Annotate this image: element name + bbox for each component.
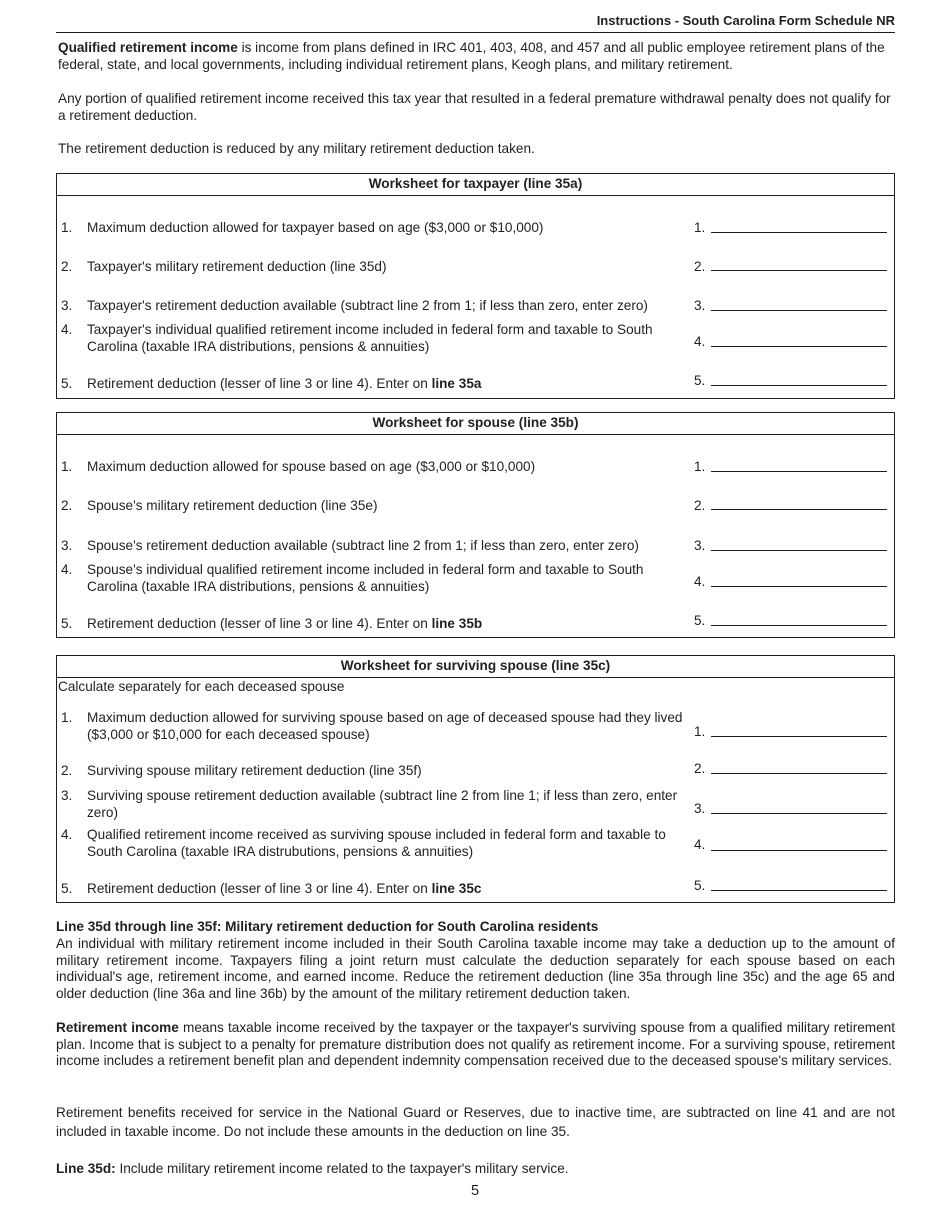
answer-label: 4. xyxy=(694,334,706,349)
worksheet-title: Worksheet for surviving spouse (line 35c) xyxy=(57,656,894,678)
row-text: Spouse's individual qualified retirement income included in federal form and taxable to South Carolina (taxable IRA distributions, pensions & annuities) xyxy=(87,562,644,594)
row-number: 3. xyxy=(61,788,73,803)
row-number: 1. xyxy=(61,459,73,474)
answer-field[interactable] xyxy=(711,586,887,587)
answer-label: 5. xyxy=(694,373,706,388)
row-text: Retirement deduction (lesser of line 3 or line 4). Enter on line 35b xyxy=(87,616,483,631)
answer-field[interactable] xyxy=(711,773,887,774)
answer-label: 1. xyxy=(694,724,706,739)
answer-label: 1. xyxy=(694,459,706,474)
answer-field[interactable] xyxy=(711,385,887,386)
worksheet-taxpayer xyxy=(56,173,895,399)
answer-label: 1. xyxy=(694,220,706,235)
answer-label: 4. xyxy=(694,837,706,852)
row-number: 4. xyxy=(61,562,73,577)
row-text: Surviving spouse military retirement deduction (line 35f) xyxy=(87,763,422,778)
answer-field[interactable] xyxy=(711,550,887,551)
row-text: Surviving spouse retirement deduction available (subtract line 2 from line 1; if less than zero, enter zero) xyxy=(87,788,678,820)
answer-label: 3. xyxy=(694,801,706,816)
row-number: 2. xyxy=(61,498,73,513)
section-heading: Line 35d through line 35f: Military retirement deduction for South Carolina residents xyxy=(56,919,599,934)
answer-label: 2. xyxy=(694,498,706,513)
row-number: 2. xyxy=(61,763,73,778)
row-text: Spouse's retirement deduction available (subtract line 2 from 1; if less than zero, enter zero) xyxy=(87,538,639,553)
answer-label: 4. xyxy=(694,574,706,589)
answer-label: 5. xyxy=(694,613,706,628)
answer-label: 2. xyxy=(694,259,706,274)
row-text: Spouse's military retirement deduction (line 35e) xyxy=(87,498,378,513)
answer-field[interactable] xyxy=(711,346,887,347)
row-text: Qualified retirement income received as surviving spouse included in federal form and taxable to South Carolina (taxable IRA distrubutions, pensions & annuities) xyxy=(87,827,666,859)
military-paragraph-4: Line 35d: Include military retirement income related to the taxpayer's military service. xyxy=(56,1161,569,1176)
answer-field[interactable] xyxy=(711,270,887,271)
answer-field[interactable] xyxy=(711,471,887,472)
row-number: 3. xyxy=(61,538,73,553)
intro-text: is income from plans defined in IRC 401, 403, 408, and 457 and all public employee retirement plans of the federal, state, and local governments, including individual retirement plans, Keogh plans, and military retirement. xyxy=(58,40,885,72)
row-text: Retirement deduction (lesser of line 3 or line 4). Enter on line 35c xyxy=(87,881,482,896)
row-number: 2. xyxy=(61,259,73,274)
military-paragraph-1: An individual with military retirement income included in their South Carolina taxable income may take a deduction up to the amount of military retirement income. Taxpayers filing a joint return must calculate the deduction separately for each spouse based on each individual's age, retirement income, and earned income. Reduce the retirement deduction (line 35a through line 35c) and the age 65 and older deduction (line 36a and line 36b) by the amount of the military retirement deduction taken. xyxy=(56,936,895,1001)
answer-field[interactable] xyxy=(711,890,887,891)
worksheet-title: Worksheet for taxpayer (line 35a) xyxy=(57,174,894,196)
row-text: Maximum deduction allowed for taxpayer based on age ($3,000 or $10,000) xyxy=(87,220,544,235)
answer-label: 5. xyxy=(694,878,706,893)
intro-paragraph-2: Any portion of qualified retirement income received this tax year that resulted in a federal premature withdrawal penalty does not qualify for a retirement deduction. xyxy=(58,91,891,123)
worksheet-surviving-spouse xyxy=(56,655,895,903)
row-text: Taxpayer's military retirement deduction (line 35d) xyxy=(87,259,387,274)
term: Line 35d: xyxy=(56,1161,116,1176)
intro-paragraph-1 xyxy=(58,40,894,73)
row-number: 5. xyxy=(61,881,73,896)
answer-field[interactable] xyxy=(711,625,887,626)
worksheet-title: Worksheet for spouse (line 35b) xyxy=(57,413,894,435)
row-text: Maximum deduction allowed for spouse based on age ($3,000 or $10,000) xyxy=(87,459,536,474)
row-number: 4. xyxy=(61,827,73,842)
answer-label: 3. xyxy=(694,298,706,313)
row-number: 3. xyxy=(61,298,73,313)
answer-field[interactable] xyxy=(711,310,887,311)
answer-label: 2. xyxy=(694,761,706,776)
page-number: 5 xyxy=(470,1183,480,1199)
row-number: 4. xyxy=(61,322,73,337)
term: Retirement income xyxy=(56,1020,179,1035)
military-paragraph-3: Retirement benefits received for service in the National Guard or Reserves, due to inactive time, are subtracted on line 41 and are not included in taxable income. Do not include these amounts in the deduction on line 35. xyxy=(56,1105,895,1139)
row-text: Maximum deduction allowed for surviving spouse based on age of deceased spouse had they lived ($3,000 or $10,000 for each deceased spouse) xyxy=(87,710,683,742)
row-number: 5. xyxy=(61,616,73,631)
military-paragraph-2: Retirement income means taxable income received by the taxpayer or the taxpayer's surviving spouse from a qualified military retirement plan. Income that is subject to a penalty for premature distribution does not qualify as retirement income. For a surviving spouse, retirement income includes a retirement benefit plan and dependent indemnity compensation received due to the deceased spouse's military services. xyxy=(56,1020,896,1068)
intro-paragraph-3: The retirement deduction is reduced by any military retirement deduction taken. xyxy=(58,141,535,156)
worksheet-spouse xyxy=(56,412,895,638)
answer-field[interactable] xyxy=(711,509,887,510)
answer-field[interactable] xyxy=(711,736,887,737)
row-number: 5. xyxy=(61,376,73,391)
worksheet-subtitle: Calculate separately for each deceased spouse xyxy=(58,679,345,694)
row-text: Taxpayer's individual qualified retirement income included in federal form and taxable to South Carolina (taxable IRA distributions, pensions & annuities) xyxy=(87,322,653,354)
answer-field[interactable] xyxy=(711,813,887,814)
answer-field[interactable] xyxy=(711,850,887,851)
row-number: 1. xyxy=(61,220,73,235)
row-text: Taxpayer's retirement deduction available (subtract line 2 from 1; if less than zero, enter zero) xyxy=(87,298,648,313)
row-number: 1. xyxy=(61,710,73,725)
intro-term: Qualified retirement income xyxy=(58,40,238,55)
row-text: Retirement deduction (lesser of line 3 or line 4). Enter on line 35a xyxy=(87,376,482,391)
answer-label: 3. xyxy=(694,538,706,553)
page-header: Instructions - South Carolina Form Schedule NR xyxy=(56,13,895,33)
answer-field[interactable] xyxy=(711,232,887,233)
